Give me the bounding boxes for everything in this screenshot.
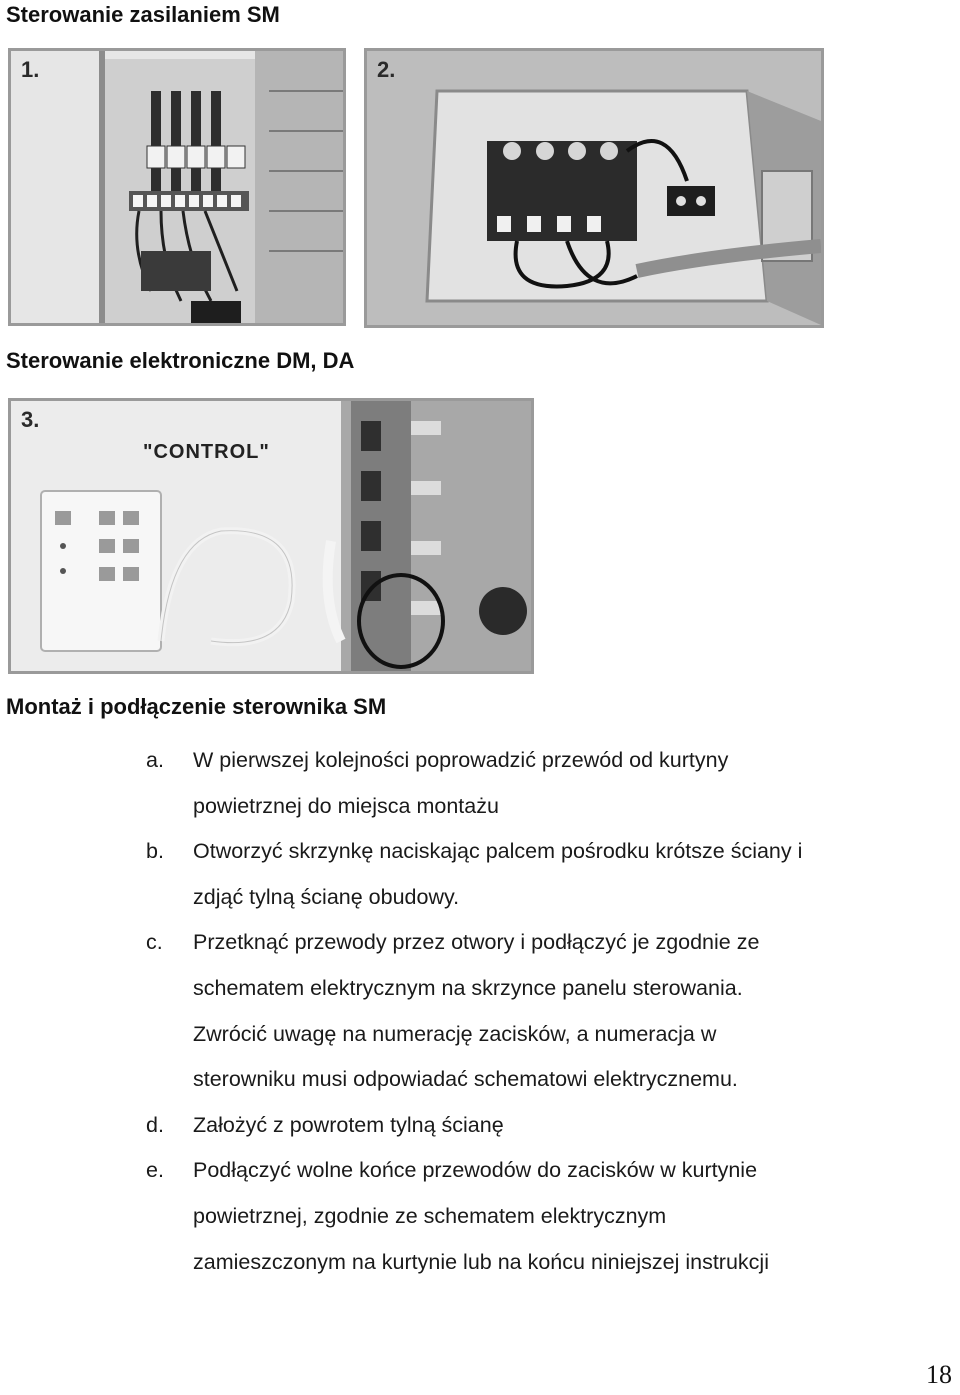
step-c-line-1: Przetknąć przewody przez otwory i podłączyć je zgodnie ze xyxy=(193,930,760,955)
photo-number-1: 1. xyxy=(21,57,40,82)
step-b-line-2: zdjąć tylną ścianę obudowy. xyxy=(193,884,460,909)
photo-power-box xyxy=(364,48,824,328)
step-e-line-1: Podłączyć wolne końce przewodów do zacisków w kurtynie xyxy=(193,1158,758,1183)
step-b xyxy=(0,829,960,875)
step-a-line-1: W pierwszej kolejności poprowadzić przewód od kurtyny xyxy=(193,748,729,772)
step-c-letter: c. xyxy=(146,930,163,955)
photo-control-panel xyxy=(8,398,534,674)
section-title-power: Sterowanie zasilaniem SM xyxy=(6,2,280,27)
section-title-mounting: Montaż i podłączenie sterownika SM xyxy=(6,694,387,719)
step-a xyxy=(0,738,960,784)
step-b-line-1: Otworzyć skrzynkę naciskając palcem pośrodku krótsze ściany i xyxy=(193,839,803,864)
step-d xyxy=(0,1103,960,1149)
step-d-line-1: Założyć z powrotem tylną ścianę xyxy=(193,1112,504,1137)
control-caption: "CONTROL" xyxy=(143,441,270,463)
step-c xyxy=(0,920,960,966)
step-c-line-3: Zwrócić uwagę na numerację zacisków, a numeracja w xyxy=(193,1021,717,1046)
step-e-letter: e. xyxy=(146,1158,164,1183)
photo-number-3: 3. xyxy=(21,407,40,432)
page-number: 18 xyxy=(926,1360,952,1389)
step-e xyxy=(0,1148,960,1194)
step-c-line-4: sterowniku musi odpowiadać schematowi elektrycznemu. xyxy=(193,1067,738,1092)
control-panel-illustration xyxy=(11,401,531,671)
step-c-line-2: schematem elektrycznym na skrzynce panelu sterowania. xyxy=(193,975,743,1000)
step-a-letter: a. xyxy=(146,748,164,772)
step-a-line-2: powietrznej do miejsca montażu xyxy=(193,793,499,818)
step-d-letter: d. xyxy=(146,1112,164,1137)
photo-power-cabinet xyxy=(8,48,346,326)
mounting-steps-list xyxy=(0,738,960,1285)
step-e-line-2: powietrznej, zgodnie ze schematem elektrycznym xyxy=(193,1203,667,1228)
step-b-letter: b. xyxy=(146,839,164,864)
power-box-illustration xyxy=(367,51,821,325)
section-title-electronic: Sterowanie elektroniczne DM, DA xyxy=(6,348,355,373)
step-e-line-3: zamieszczonym na kurtynie lub na końcu niniejszej instrukcji xyxy=(193,1249,769,1274)
power-cabinet-illustration xyxy=(11,51,343,323)
photo-number-2: 2. xyxy=(377,57,396,82)
